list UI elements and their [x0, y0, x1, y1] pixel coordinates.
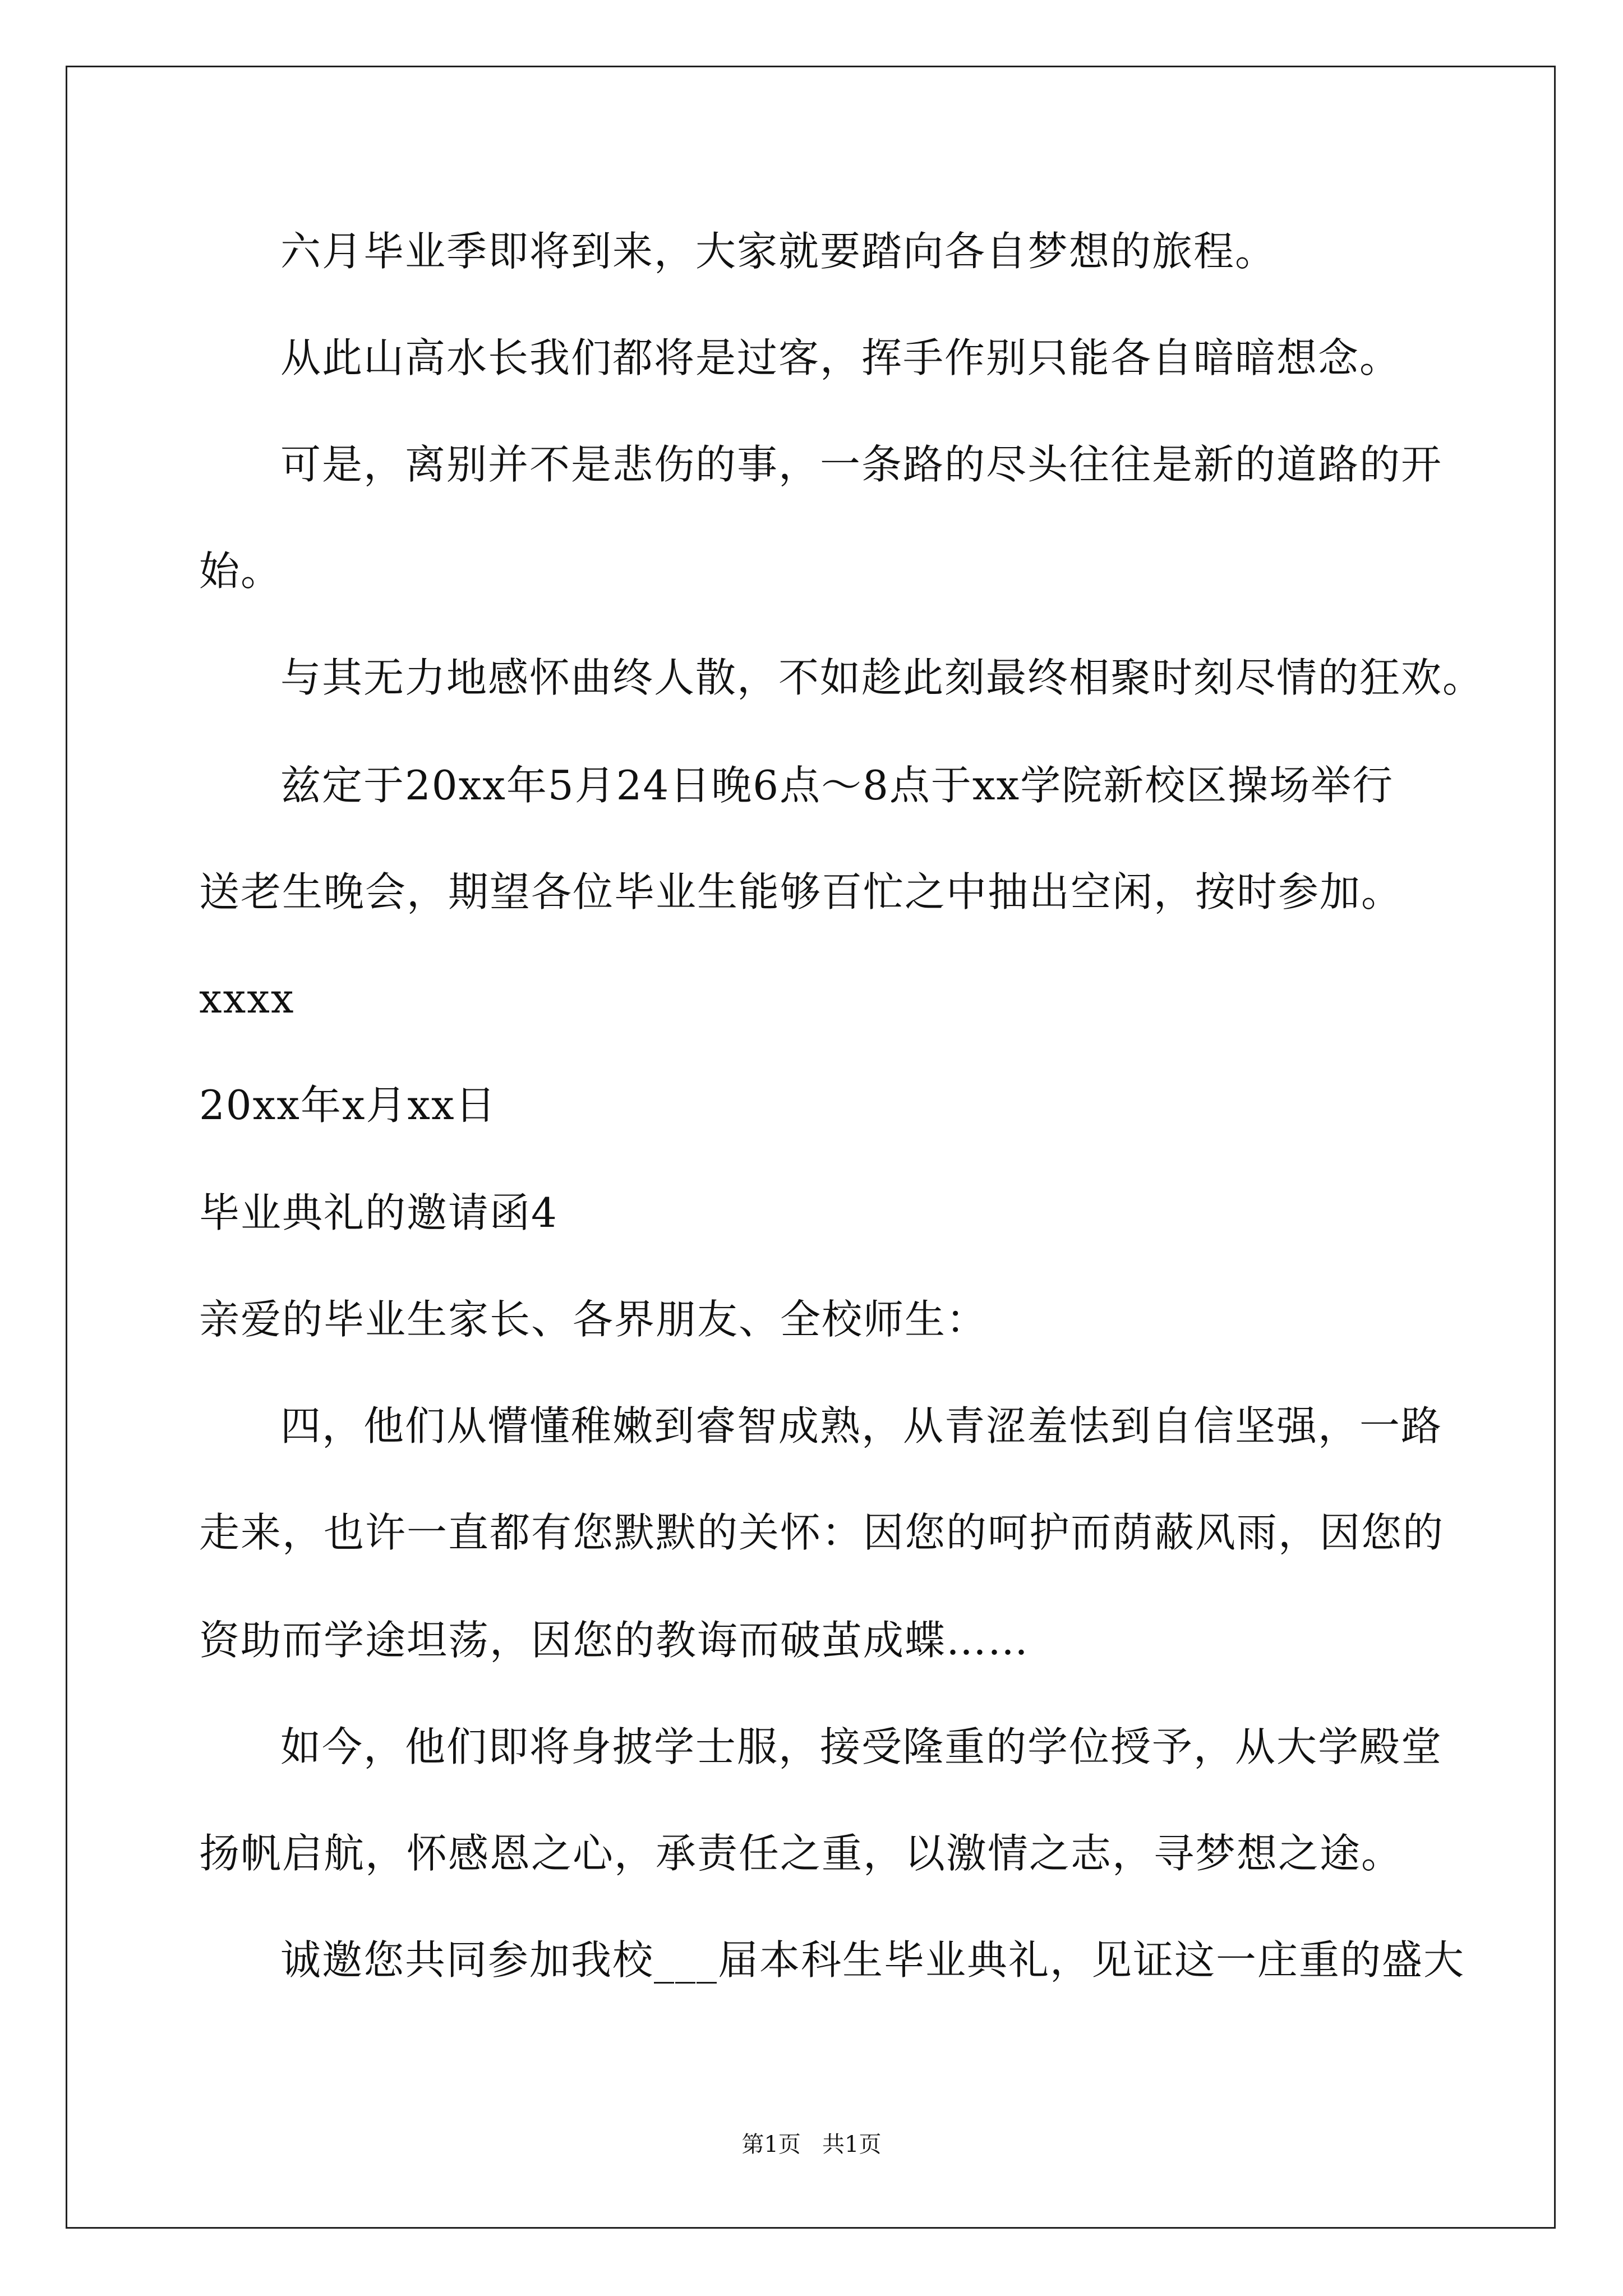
paragraph-line: 与其无力地感怀曲终人散，不如趁此刻最终相聚时刻尽情的狂欢。	[280, 654, 1484, 701]
paragraph-line: 送老生晚会，期望各位毕业生能够百忙之中抽出空闲，按时参加。	[199, 868, 1403, 915]
paragraph-line: 扬帆启航，怀感恩之心，承责任之重，以激情之志，寻梦想之途。	[199, 1830, 1403, 1877]
paragraph-line: 诚邀您共同参加我校___届本科生毕业典礼，见证这一庄重的盛大	[280, 1936, 1465, 1984]
signature-line: xxxx	[199, 975, 295, 1022]
section-heading: 毕业典礼的邀请函4	[199, 1189, 558, 1236]
page-border	[66, 66, 1556, 2229]
paragraph-line: 走来，也许一直都有您默默的关怀：因您的呵护而荫蔽风雨，因您的	[199, 1509, 1445, 1556]
paragraph-line: 六月毕业季即将到来，大家就要踏向各自梦想的旅程。	[280, 228, 1277, 275]
paragraph-line: 如今，他们即将身披学士服，接受隆重的学位授予，从大学殿堂	[280, 1723, 1443, 1770]
paragraph-line: 可是，离别并不是悲伤的事，一条路的尽头往往是新的道路的开	[280, 441, 1443, 488]
date-line: 20xx年x月xx日	[199, 1082, 497, 1129]
paragraph-line: 兹定于20xx年5月24日晚6点～8点于xx学院新校区操场举行	[280, 762, 1394, 809]
paragraph-line: 资助而学途坦荡，因您的教诲而破茧成蝶……	[199, 1617, 1030, 1664]
paragraph-line: 始。	[199, 547, 283, 595]
paragraph-line: 从此山高水长我们都将是过客，挥手作别只能各自暗暗想念。	[280, 334, 1401, 381]
page-number-footer: 第1页 共1页	[741, 2132, 882, 2157]
salutation: 亲爱的毕业生家长、各界朋友、全校师生：	[199, 1296, 988, 1343]
paragraph-line: 四，他们从懵懂稚嫩到睿智成熟，从青涩羞怯到自信坚强，一路	[280, 1402, 1443, 1450]
